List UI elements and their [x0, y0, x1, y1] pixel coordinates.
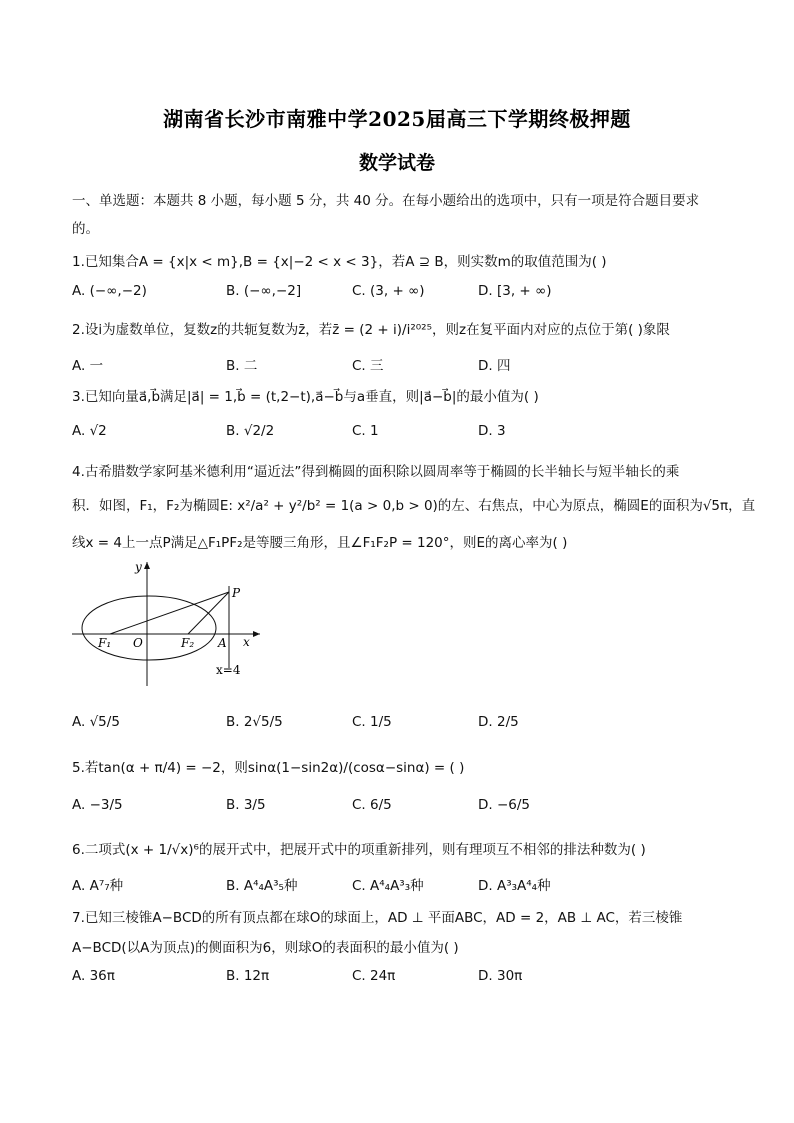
q3-option-b: B. √2/2	[226, 423, 275, 439]
q2-option-b: B. 二	[226, 358, 258, 374]
question-7-text-cont: A−BCD(以A为顶点)的侧面积为6，则球O的表面积的最小值为( )	[72, 940, 459, 956]
question-7-text: 7.已知三棱锥A−BCD的所有顶点都在球O的球面上，AD ⊥ 平面ABC，AD = 2，AB ⊥ AC，若三棱锥	[72, 910, 683, 926]
q7-option-c: C. 24π	[352, 968, 396, 984]
q5-option-c: C. 6/5	[352, 797, 392, 813]
q1-option-a: A. (−∞,−2)	[72, 283, 147, 299]
y-axis-label: y	[135, 560, 142, 574]
q6-option-a: A. A⁷₇种	[72, 878, 124, 894]
q1-option-c: C. (3, + ∞)	[352, 283, 425, 299]
q7-option-d: D. 30π	[478, 968, 523, 984]
line-x4-label: x=4	[216, 663, 241, 677]
ellipse-curve	[82, 596, 216, 660]
q5-option-b: B. 3/5	[226, 797, 266, 813]
q3-option-d: D. 3	[478, 423, 506, 439]
segment-f2-p	[188, 592, 229, 634]
section-instructions-cont: 的。	[72, 221, 99, 237]
q2-option-c: C. 三	[352, 358, 384, 374]
vertex-a-label: A	[218, 636, 227, 650]
q2-option-a: A. 一	[72, 358, 104, 374]
page-title: 湖南省长沙市南雅中学2025届高三下学期终极押题	[163, 107, 631, 131]
q6-option-d: D. A³₃A⁴₄种	[478, 878, 551, 894]
origin-label: O	[133, 636, 143, 650]
q5-option-d: D. −6/5	[478, 797, 531, 813]
q4-option-b: B. 2√5/5	[226, 714, 283, 730]
ellipse-figure	[70, 558, 270, 688]
q3-option-c: C. 1	[352, 423, 379, 439]
question-4-text-cont: 积．如图，F₁，F₂为椭圆E: x²/a² + y²/b² = 1(a > 0,b > 0)的左、右焦点，中心为原点，椭圆E的面积为√5π，直	[72, 498, 756, 514]
point-p-label: P	[232, 586, 241, 600]
question-5-text: 5.若tan(α + π/4) = −2，则sinα(1−sin2α)/(cosα−sinα) = ( )	[72, 760, 465, 776]
focus-f2-label: F₂	[181, 636, 195, 650]
q1-option-b: B. (−∞,−2]	[226, 283, 302, 299]
question-2-text: 2.设i为虚数单位，复数z的共轭复数为z̄，若z̄ = (2 + i)/i²⁰²⁵，则z在复平面内对应的点位于第( )象限	[72, 322, 670, 338]
section-instructions: 一、单选题：本题共 8 小题，每小题 5 分，共 40 分。在每小题给出的选项中，只有一项是符合题目要求	[72, 193, 700, 209]
x-axis-arrow	[253, 631, 260, 637]
q6-option-c: C. A⁴₄A³₃种	[352, 878, 424, 894]
question-4-text: 4.古希腊数学家阿基米德利用“逼近法”得到椭圆的面积除以圆周率等于椭圆的长半轴长与短半轴长的乘	[72, 464, 680, 480]
question-1-text: 1.已知集合A = {x|x < m},B = {x|−2 < x < 3}，若A ⊇ B，则实数m的取值范围为( )	[72, 254, 607, 270]
segment-f1-p	[110, 592, 229, 634]
q6-option-b: B. A⁴₄A³₅种	[226, 878, 298, 894]
focus-f1-label: F₁	[98, 636, 112, 650]
q5-option-a: A. −3/5	[72, 797, 123, 813]
q1-option-d: D. [3, + ∞)	[478, 283, 552, 299]
q7-option-a: A. 36π	[72, 968, 115, 984]
question-6-text: 6.二项式(x + 1/√x)⁶的展开式中，把展开式中的项重新排列，则有理项互不相邻的排法种数为( )	[72, 842, 646, 858]
q4-option-c: C. 1/5	[352, 714, 392, 730]
page-subtitle: 数学试卷	[358, 152, 435, 174]
y-axis-arrow	[144, 562, 150, 569]
question-4-text-cont2: 线x = 4上一点P满足△F₁PF₂是等腰三角形，且∠F₁F₂P = 120°，则E的离心率为( )	[72, 535, 568, 551]
q4-option-d: D. 2/5	[478, 714, 519, 730]
q7-option-b: B. 12π	[226, 968, 270, 984]
q4-option-a: A. √5/5	[72, 714, 120, 730]
q3-option-a: A. √2	[72, 423, 107, 439]
x-axis-label: x	[243, 635, 250, 649]
q2-option-d: D. 四	[478, 358, 511, 374]
question-3-text: 3.已知向量a⃗,b⃗满足|a⃗| = 1,b⃗ = (t,2−t),a⃗−b⃗与a垂直，则|a⃗−b⃗|的最小值为( )	[72, 389, 539, 405]
